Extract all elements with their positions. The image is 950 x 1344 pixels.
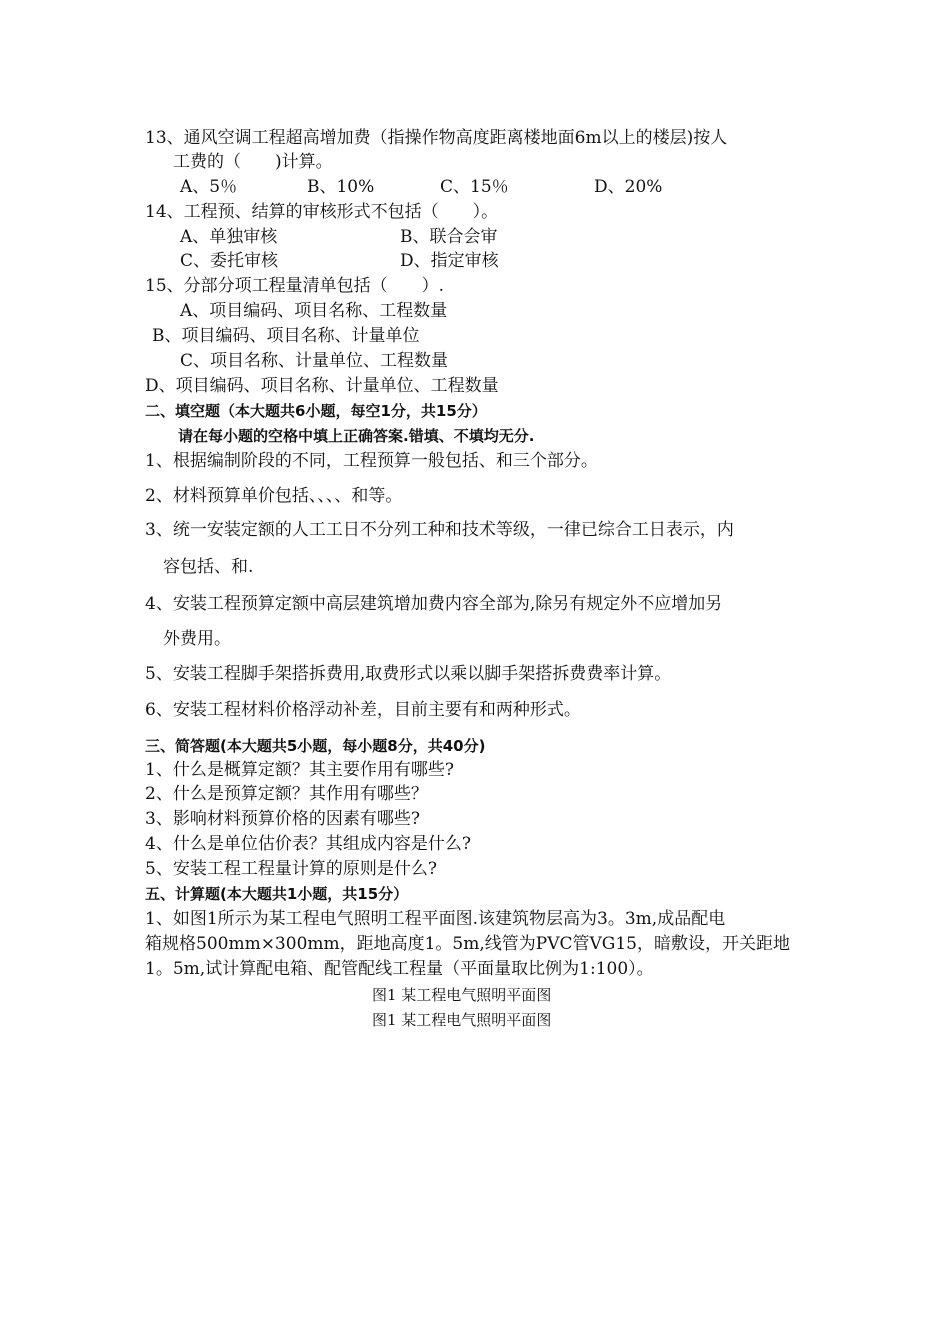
fill-item-1: 1、根据编制阶段的不同，工程预算一般包括、和三个部分。 <box>145 451 598 471</box>
q15-stem: 15、分部分项工程量清单包括（ ）. <box>145 276 445 296</box>
short-answer-item-3: 3、影响材料预算价格的因素有哪些? <box>145 809 420 829</box>
q13-option-c: C、15％ <box>440 177 509 197</box>
figure-caption-1: 图1 某工程电气照明平面图 <box>372 986 552 1004</box>
q13-option-b: B、10% <box>307 177 375 197</box>
q14-stem: 14、工程预、结算的审核形式不包括（ ）。 <box>145 202 499 222</box>
section2-instruction: 请在每小题的空格中填上正确答案.错填、不填均无分. <box>178 427 535 445</box>
figure-caption-2: 图1 某工程电气照明平面图 <box>372 1011 552 1029</box>
section5-heading: 五、计算题(本大题共1小题，共15分） <box>145 885 409 903</box>
fill-item-5: 5、安装工程脚手架搭拆费用,取费形式以乘以脚手架搭拆费费率计算。 <box>145 664 672 684</box>
calc-problem-line2: 箱规格500mm×300mm，距地高度1。5m,线管为PVC管VG15，暗敷设，开关距地 <box>145 934 790 954</box>
fill-item-3-line1: 3、统一安装定额的人工工日不分列工种和技术等级，一律已综合工日表示，内 <box>145 520 734 540</box>
short-answer-item-5: 5、安装工程工程量计算的原则是什么? <box>145 859 437 879</box>
fill-item-4-line2: 外费用。 <box>163 629 231 649</box>
section3-heading: 三、简答题(本大题共5小题，每小题8分，共40分) <box>145 737 486 755</box>
short-answer-item-2: 2、什么是预算定额？其作用有哪些？ <box>145 784 428 804</box>
calc-problem-line1: 1、如图1所示为某工程电气照明工程平面图.该建筑物层高为3。3m,成品配电 <box>145 909 726 929</box>
q13-stem-line1: 13、通风空调工程超高增加费（指操作物高度距离楼地面6m以上的楼层)按人 <box>145 128 728 148</box>
fill-item-3-line2: 容包括、和. <box>163 557 254 577</box>
q15-option-d: D、项目编码、项目名称、计量单位、工程数量 <box>145 376 499 396</box>
q14-option-b: B、联合会审 <box>400 227 498 247</box>
short-answer-item-1: 1、什么是概算定额？其主要作用有哪些? <box>145 760 454 780</box>
q14-option-c: C、委托审核 <box>180 251 279 271</box>
fill-item-6: 6、安装工程材料价格浮动补差，目前主要有和两种形式。 <box>145 700 581 720</box>
q15-option-c: C、项目名称、计量单位、工程数量 <box>180 351 449 371</box>
short-answer-item-4: 4、什么是单位估价表？其组成内容是什么? <box>145 834 471 854</box>
section2-heading: 二、填空题（本大题共6小题，每空1分，共15分） <box>145 402 487 420</box>
q13-option-d: D、20% <box>594 177 663 197</box>
q13-option-a: A、5％ <box>180 177 238 197</box>
fill-item-4-line1: 4、安装工程预算定额中高层建筑增加费内容全部为,除另有规定外不应增加另 <box>145 594 723 614</box>
q14-option-d: D、指定审核 <box>400 251 499 271</box>
q15-option-a: A、项目编码、项目名称、工程数量 <box>180 301 448 321</box>
q14-option-a: A、单独审核 <box>180 227 278 247</box>
fill-item-2: 2、材料预算单价包括、、、、和等。 <box>145 486 403 506</box>
calc-problem-line3: 1。5m,试计算配电箱、配管配线工程量（平面量取比例为1:100）。 <box>145 959 654 979</box>
q15-option-b: B、项目编码、项目名称、计量单位 <box>152 326 420 346</box>
q13-stem-line2: 工费的（ )计算。 <box>173 152 333 172</box>
